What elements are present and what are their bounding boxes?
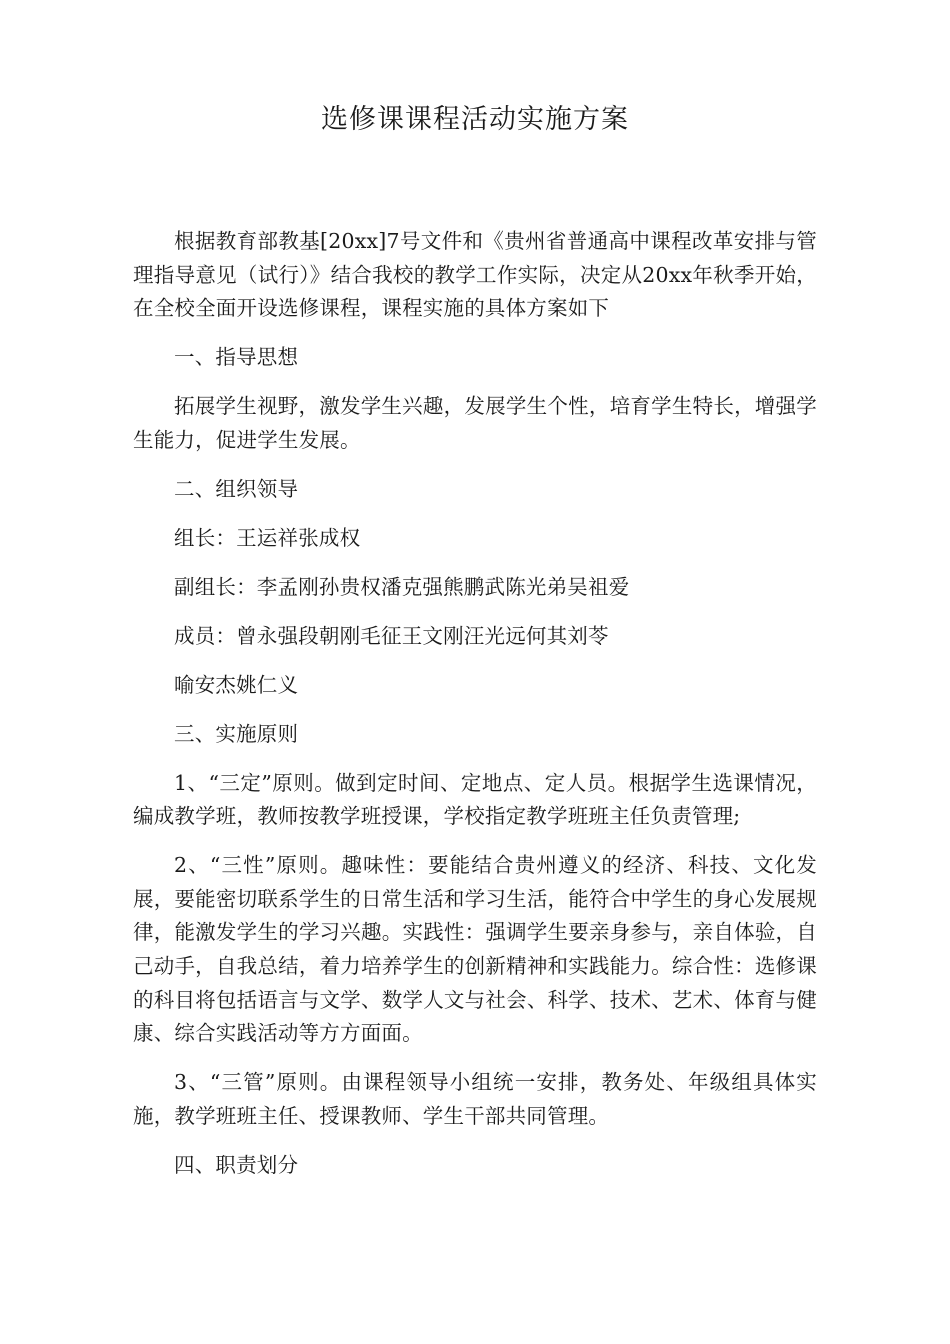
document-title: 选修课课程活动实施方案 <box>321 104 629 135</box>
heading-guiding-thought: 一、指导思想 <box>174 345 299 370</box>
paragraph-leader: 组长：王运祥张成权 <box>174 525 361 550</box>
paragraph-principle-2: 2、“三性”原则。趣味性：要能结合贵州遵义的经济、科技、文化发展，要能密切联系学生的日常生活和学习生活，能符合中学生的身心发展规律，能激发学生的学习兴趣。实践性：强调学生要亲身参与，亲自体验，自己动手，自我总结，着力培养学生的创新精神和实践能力。综合性：选修课的科目将包括语言与文学、数学人文与社会、科学、技术、艺术、体育与健康、综合实践活动等方方面面。 <box>133 853 817 1046</box>
paragraph-principle-3: 3、“三管”原则。由课程领导小组统一安排，教务处、年级组具体实施，教学班班主任、授课教师、学生干部共同管理。 <box>133 1070 817 1128</box>
heading-principles: 三、实施原则 <box>174 721 299 746</box>
document-body <box>133 225 817 1182</box>
paragraph-guiding-thought: 拓展学生视野，激发学生兴趣，发展学生个性，培育学生特长，增强学生能力，促进学生发展。 <box>133 394 817 452</box>
heading-responsibilities: 四、职责划分 <box>174 1152 299 1177</box>
paragraph-principle-1: 1、“三定”原则。做到定时间、定地点、定人员。根据学生选课情况，编成教学班，教师按教学班授课，学校指定教学班班主任负责管理; <box>133 770 817 829</box>
paragraph-members-continued: 喻安杰姚仁义 <box>174 672 299 697</box>
paragraph-intro: 根据教育部教基[20xx]7号文件和《贵州省普通高中课程改革安排与管理指导意见（试行）》结合我校的教学工作实际，决定从20xx年秋季开始，在全校全面开设选修课程，课程实施的具体方案如下 <box>133 229 817 321</box>
paragraph-members: 成员：曾永强段朝刚毛征王文刚汪光远何其刘苓 <box>174 623 609 648</box>
paragraph-deputy-leaders: 副组长：李孟刚孙贵权潘克强熊鹏武陈光弟吴祖爱 <box>174 574 630 599</box>
heading-organization: 二、组织领导 <box>174 476 299 501</box>
